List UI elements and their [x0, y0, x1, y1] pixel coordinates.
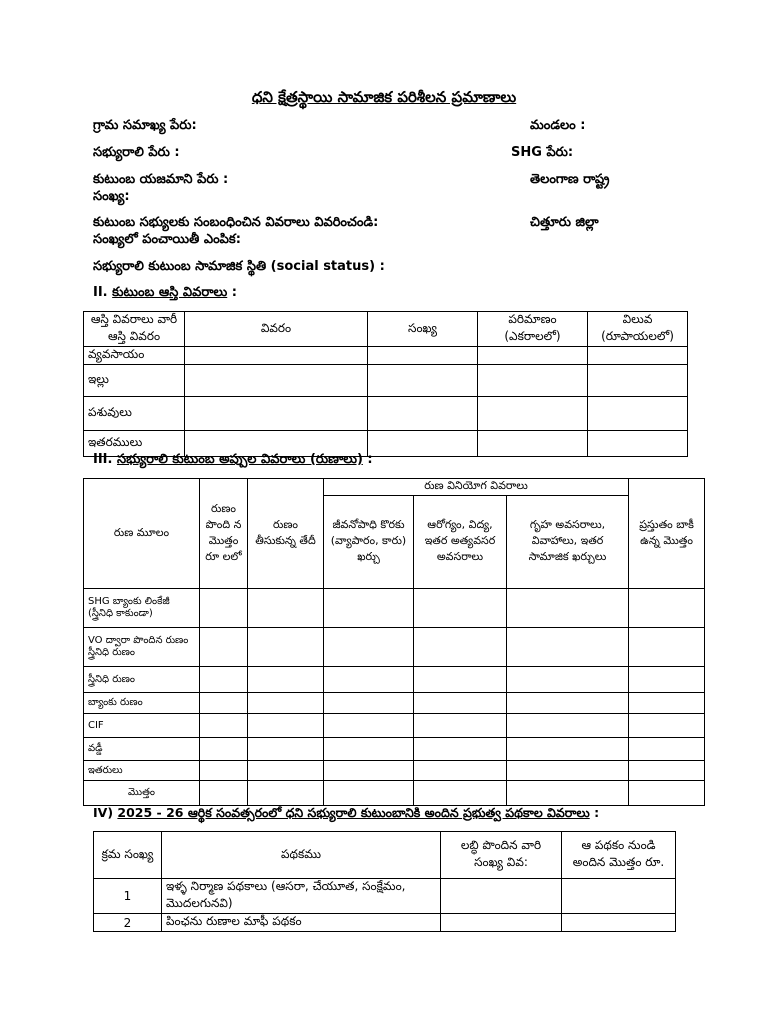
- table-row: [84, 714, 705, 738]
- cell[interactable]: [588, 365, 688, 397]
- row-label: CIF: [84, 714, 200, 738]
- table-row: [84, 347, 688, 365]
- cell[interactable]: [507, 714, 629, 738]
- count-header: సంఖ్య: [368, 312, 478, 347]
- cell[interactable]: [368, 397, 478, 431]
- usage-household-header: గృహ అవసరాలు, వివాహాలు, ఇతర సామాజిక ఖర్చులు: [507, 496, 629, 589]
- row-label: ఇతరములు: [84, 431, 185, 457]
- cell[interactable]: [507, 738, 629, 761]
- row-label: స్త్రీనిధి రుణం: [84, 667, 200, 693]
- cell[interactable]: [629, 761, 705, 781]
- detail-header: వివరం: [185, 312, 368, 347]
- cell[interactable]: [441, 914, 562, 932]
- scheme-table: [93, 831, 676, 932]
- serial-header: క్రమ సంఖ్య: [94, 832, 162, 879]
- mandal-label: మండలం :: [530, 118, 586, 133]
- cell[interactable]: [629, 628, 705, 667]
- scheme-name: ఇళ్ళ నిర్మాణ పథకాలు (ఆసరా, చేయూత, సంక్షేమం, మొదలగునవి): [162, 879, 441, 914]
- table-row: [84, 397, 688, 431]
- cell[interactable]: [414, 589, 507, 628]
- page-title: ధని క్షేత్రస్థాయి సామాజిక పరిశీలన ప్రమాణాలు: [251, 88, 517, 106]
- cell[interactable]: [414, 667, 507, 693]
- cell[interactable]: [248, 714, 324, 738]
- serial-number: 2: [94, 914, 162, 932]
- table-row: [84, 781, 705, 806]
- loan-amount-header: రుణం పొంది న మొత్తం రూ లలో: [200, 479, 248, 589]
- cell[interactable]: [414, 761, 507, 781]
- cell[interactable]: [200, 628, 248, 667]
- cell[interactable]: [248, 628, 324, 667]
- cell[interactable]: [200, 781, 248, 806]
- row-label: ఇల్లు: [84, 365, 185, 397]
- cell[interactable]: [248, 589, 324, 628]
- area-header: పరిమాణం (ఎకరాలలో): [478, 312, 588, 347]
- cell[interactable]: [414, 693, 507, 714]
- family-head-label: కుటుంబ యజమాని పేరు :: [93, 172, 229, 187]
- cell[interactable]: [478, 431, 588, 457]
- table-row: [84, 738, 705, 761]
- table-row: [84, 693, 705, 714]
- usage-health-header: ఆరోగ్యం, విద్య, ఇతర అత్యవసర అవసరాలు: [414, 496, 507, 589]
- member-name-label: సభ్యురాలి పేరు :: [93, 145, 180, 160]
- table-row: [94, 879, 676, 914]
- row-label: బ్యాంకు రుణం: [84, 693, 200, 714]
- row-label: వ్యవసాయం: [84, 347, 185, 365]
- table-row: [94, 914, 676, 932]
- section-2-heading: II. కుటుంబ ఆస్తి వివరాలు :: [93, 285, 237, 300]
- cell[interactable]: [414, 714, 507, 738]
- cell[interactable]: [629, 714, 705, 738]
- cell[interactable]: [248, 667, 324, 693]
- asset-header: ఆస్తి వివరాలు వారీ ఆస్తి వివరం: [84, 312, 185, 347]
- asset-table: [83, 311, 688, 457]
- cell[interactable]: [248, 693, 324, 714]
- cell[interactable]: [324, 628, 414, 667]
- cell[interactable]: [200, 667, 248, 693]
- cell[interactable]: [629, 667, 705, 693]
- district-label: చిత్తూరు జిల్లా: [530, 215, 599, 230]
- loan-source-header: రుణ మూలం: [84, 479, 200, 589]
- section-4-heading: IV) 2025 - 26 ఆర్థిక సంవత్సరంలో ధని సభ్యురాలి కుటుంబానికి అందిన ప్రభుత్వ పథకాల వివరాలు :: [93, 805, 600, 820]
- cell[interactable]: [441, 879, 562, 914]
- cell[interactable]: [368, 431, 478, 457]
- scheme-header: పథకము: [162, 832, 441, 879]
- table-row: [84, 667, 705, 693]
- cell[interactable]: [248, 781, 324, 806]
- total-row-label: మొత్తం: [84, 781, 200, 806]
- state-label: తెలంగాణ రాష్ట్ర: [530, 172, 610, 187]
- panchayat-label: సంఖ్యలో పంచాయితీ ఎంపిక:: [93, 232, 241, 247]
- cell[interactable]: [588, 431, 688, 457]
- scheme-name: పింఛను రుణాల మాఫీ పథకం: [162, 914, 441, 932]
- cell[interactable]: [324, 781, 414, 806]
- cell[interactable]: [507, 667, 629, 693]
- cell[interactable]: [629, 738, 705, 761]
- cell[interactable]: [185, 347, 368, 365]
- cell[interactable]: [478, 365, 588, 397]
- beneficiaries-header: లబ్ధి పొందిన వారి సంఖ్య వివ:: [441, 832, 562, 879]
- village-org-label: గ్రామ సమాఖ్య పేరు:: [93, 118, 197, 133]
- cell[interactable]: [588, 347, 688, 365]
- cell[interactable]: [248, 761, 324, 781]
- cell[interactable]: [478, 347, 588, 365]
- table-row: [84, 365, 688, 397]
- cell[interactable]: [324, 761, 414, 781]
- row-label: పశువులు: [84, 397, 185, 431]
- table-row: [84, 761, 705, 781]
- cell[interactable]: [629, 589, 705, 628]
- cell[interactable]: [478, 397, 588, 431]
- value-header: విలువ (రూపాయలలో): [588, 312, 688, 347]
- cell[interactable]: [200, 761, 248, 781]
- cell[interactable]: [414, 628, 507, 667]
- social-status-label: సభ్యురాలి కుటుంబ సామాజిక స్థితి (social status) :: [93, 259, 385, 274]
- row-label: ఇతరులు: [84, 761, 200, 781]
- cell[interactable]: [414, 781, 507, 806]
- shg-name-label: SHG పేరు:: [511, 145, 574, 160]
- cell[interactable]: [562, 879, 676, 914]
- table-row: [84, 628, 705, 667]
- cell[interactable]: [324, 738, 414, 761]
- cell[interactable]: [324, 589, 414, 628]
- cell[interactable]: [324, 693, 414, 714]
- cell[interactable]: [507, 628, 629, 667]
- loan-balance-header: ప్రస్తుతం బాకీ ఉన్న మొత్తం: [629, 479, 705, 589]
- cell[interactable]: [414, 738, 507, 761]
- cell[interactable]: [507, 781, 629, 806]
- cell[interactable]: [185, 365, 368, 397]
- cell[interactable]: [200, 714, 248, 738]
- loan-date-header: రుణం తీసుకున్న తేదీ: [248, 479, 324, 589]
- cell[interactable]: [248, 738, 324, 761]
- section-3-heading: III. సభ్యురాలి కుటుంబ అప్పుల వివరాలు (రుణాలు) :: [93, 452, 373, 467]
- cell[interactable]: [324, 667, 414, 693]
- cell[interactable]: [200, 589, 248, 628]
- cell[interactable]: [324, 714, 414, 738]
- cell[interactable]: [629, 693, 705, 714]
- row-label: వడ్డీ: [84, 738, 200, 761]
- cell[interactable]: [562, 914, 676, 932]
- row-label: SHG బ్యాంకు లింకేజీ (స్త్రీనిధి కాకుండా): [84, 589, 200, 628]
- table-row: [84, 589, 705, 628]
- cell[interactable]: [629, 781, 705, 806]
- cell[interactable]: [185, 397, 368, 431]
- loan-table: [83, 478, 705, 806]
- cell[interactable]: [588, 397, 688, 431]
- number-label: సంఖ్య:: [93, 189, 130, 204]
- serial-number: 1: [94, 879, 162, 914]
- cell[interactable]: [368, 365, 478, 397]
- usage-livelihood-header: జీవనోపాధి కొరకు (వ్యాపారం, కారు) ఖర్చు: [324, 496, 414, 589]
- cell[interactable]: [200, 738, 248, 761]
- cell[interactable]: [200, 693, 248, 714]
- family-members-label: కుటుంబ సభ్యులకు సంబంధించిన వివరాలు వివరించండి:: [93, 215, 379, 230]
- scheme-amount-header: ఆ పథకం నుండి అందిన మొత్తం రూ.: [562, 832, 676, 879]
- cell[interactable]: [507, 589, 629, 628]
- loan-usage-header: రుణ వినియోగ వివరాలు: [324, 479, 629, 496]
- cell[interactable]: [507, 761, 629, 781]
- cell[interactable]: [368, 347, 478, 365]
- row-label: VO ద్వారా పొందిన రుణం స్త్రీనిధి రుణం: [84, 628, 200, 667]
- cell[interactable]: [507, 693, 629, 714]
